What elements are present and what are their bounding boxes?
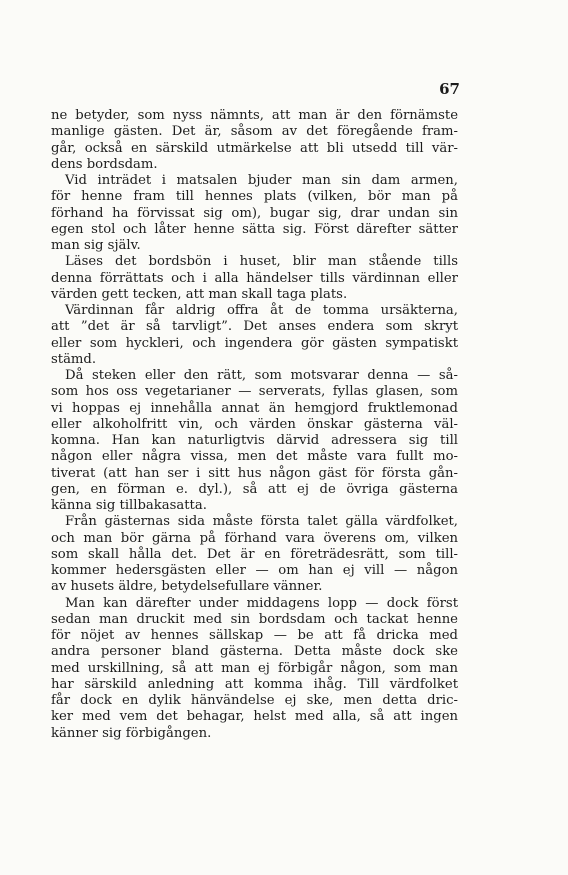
text-line: eller alkoholfritt vin, och värden önskar gästerna väl- [51,416,458,432]
text-line: tiverat (att han ser i sitt hus någon gäst för första gån- [51,465,458,481]
text-line: manlige gästen. Det är, såsom av det föregående fram- [51,124,458,140]
text-line: ker med vem det behagar, helst med alla, så att ingen [51,709,458,725]
text-line: känna sig tillbakasatta. [51,498,207,513]
paragraph [51,514,458,595]
text-line: Läses det bordsbön i huset, blir man stående tills [65,254,458,270]
paragraph [51,303,458,368]
text-line: kommer hedersgästen eller — om han ej vill — någon [51,563,458,578]
text-line: värden gett tecken, att man skall taga plats. [51,286,348,302]
text-line: känner sig förbigången. [51,725,212,741]
paragraph [51,368,458,514]
text-line: Värdinnan får aldrig offra åt de tomma ursäkterna, [65,303,458,318]
text-line: gen, en förman e. dyl.), så att ej de övriga gästerna [51,481,458,497]
text-line: som hos oss vegetarianer — serverats, fyllas glasen, som [51,384,458,400]
text-line: stämd. [51,351,97,367]
text-line: går, också en särskild utmärkelse att bli utsedd till vär- [51,140,458,156]
text-line: egen stol och låter henne sätta sig. Först därefter sätter [51,221,458,237]
paragraph [51,254,458,303]
text-line: förhand ha förvissat sig om), bugar sig, drar undan sin [51,205,458,221]
text-line: någon eller några vissa, men det måste vara fullt mo- [51,449,458,465]
text-line: för henne fram till hennes plats (vilken, bör man på [51,189,458,205]
text-line: dens bordsdam. [51,156,158,172]
text-line: komna. Han kan naturligtvis därvid adressera sig till [51,433,458,448]
text-line: Då steken eller den rätt, som motsvarar denna — så- [65,368,458,383]
text-line: och man bör gärna på förhand vara överens om, vilken [51,530,458,546]
body-text [51,108,458,742]
paragraph [51,596,458,742]
paragraph [51,173,458,254]
page-number: 67 [439,80,460,98]
text-line: som skall hålla det. Det är en företrädesrätt, som till- [51,546,458,562]
text-line: av husets äldre, betydelsefullare vänner. [51,579,323,595]
paragraph [51,108,458,173]
text-line: andra personer bland gästerna. Detta måste dock ske [51,644,458,660]
text-line: Från gästernas sida måste första talet gälla värdfolket, [65,514,458,530]
text-line: Man kan därefter under middagens lopp — dock först [65,595,458,611]
text-line: med urskillning, så att man ej förbigår någon, som man [51,660,458,676]
text-line: man sig själv. [51,238,141,253]
text-line: Vid inträdet i matsalen bjuder man sin dam armen, [65,173,458,188]
text-line: sedan man druckit med sin bordsdam och tackat henne [51,611,458,627]
text-line: att ”det är så tarvligt”. Det anses endera som skryt [51,319,458,335]
text-line: får dock en dylik hänvändelse ej ske, men detta dric- [51,693,458,708]
text-line: har särskild anledning att komma ihåg. Till värdfolket [51,676,458,692]
text-line: för nöjet av hennes sällskap — be att få dricka med [51,628,458,643]
text-line: denna förrättats och i alla händelser tills värdinnan eller [51,270,458,286]
text-line: ne betyder, som nyss nämnts, att man är den förnämste [51,108,458,123]
text-line: eller som hyckleri, och ingendera gör gästen sympatiskt [51,335,458,351]
text-line: vi hoppas ej innehålla annat än hemgjord fruktlemonad [51,400,458,416]
